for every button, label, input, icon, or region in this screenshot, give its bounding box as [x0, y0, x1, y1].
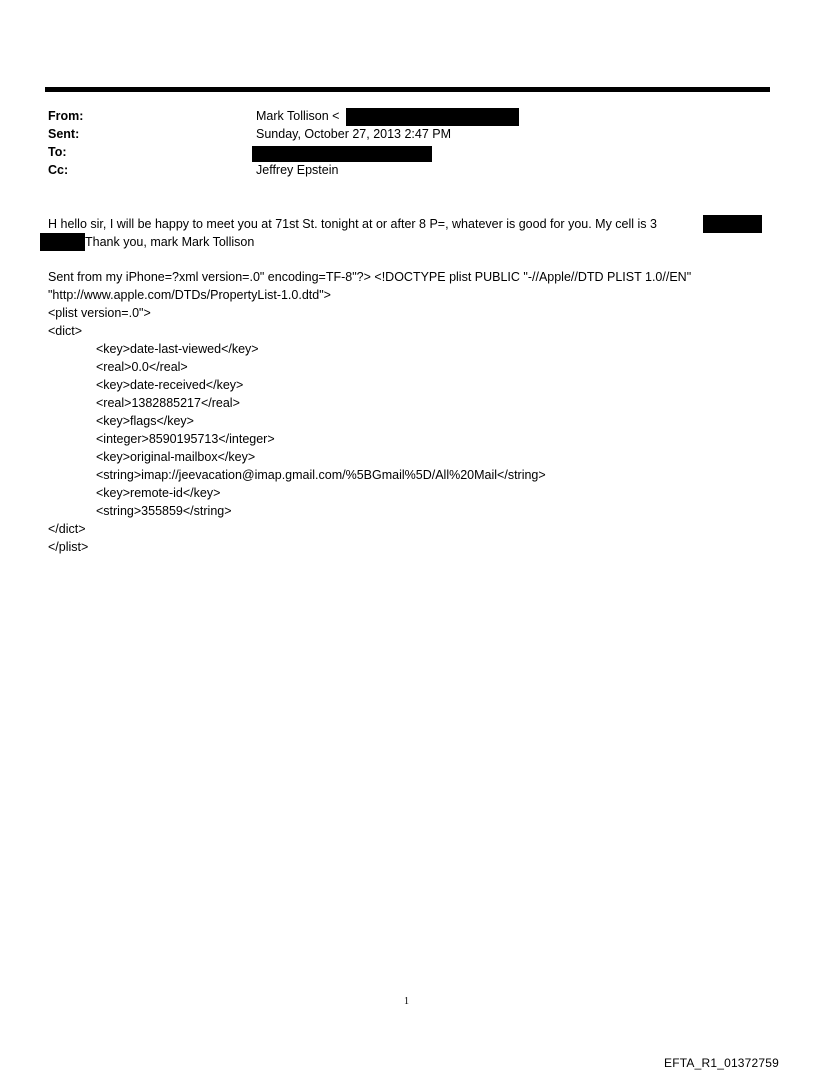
- plist-entry: <real>0.0</real>: [96, 360, 188, 374]
- message-line-4: "http://www.apple.com/DTDs/PropertyList-1.0.dtd">: [48, 288, 331, 302]
- from-value: Mark Tollison <: [256, 109, 340, 123]
- plist-entry: <key>flags</key>: [96, 414, 194, 428]
- message-line-5: <plist version=.0">: [48, 306, 151, 320]
- plist-entry: <string>imap://jeevacation@imap.gmail.com/%5BGmail%5D/All%20Mail</string>: [96, 468, 546, 482]
- redaction-from-email: [346, 108, 519, 126]
- from-label: From:: [48, 109, 84, 123]
- redaction-cell-number-b: [40, 233, 85, 251]
- plist-entry: <real>1382885217</real>: [96, 396, 240, 410]
- plist-entry: <key>remote-id</key>: [96, 486, 221, 500]
- sent-label: Sent:: [48, 127, 80, 141]
- plist-close-dict: </dict>: [48, 522, 86, 536]
- document-id: EFTA_R1_01372759: [664, 1056, 780, 1070]
- redaction-to-recipient: [252, 146, 432, 162]
- plist-entry: <key>original-mailbox</key>: [96, 450, 256, 464]
- to-label: To:: [48, 145, 67, 159]
- sent-value: Sunday, October 27, 2013 2:47 PM: [256, 127, 452, 141]
- cc-value: Jeffrey Epstein: [256, 163, 339, 177]
- plist-entry: <string>355859</string>: [96, 504, 232, 518]
- message-line-2: Thank you, mark Mark Tollison: [85, 235, 255, 249]
- plist-entry: <key>date-last-viewed</key>: [96, 342, 259, 356]
- redaction-cell-number-a: [703, 215, 762, 233]
- header-rule: [45, 87, 770, 92]
- message-line-1: H hello sir, I will be happy to meet you at 71st St. tonight at or after 8 P=, whatever is good for you. My cell is 3: [48, 217, 657, 231]
- cc-label: Cc:: [48, 163, 69, 177]
- plist-close-plist: </plist>: [48, 540, 89, 554]
- plist-entry: <integer>8590195713</integer>: [96, 432, 275, 446]
- message-line-3: Sent from my iPhone=?xml version=.0" encoding=TF-8"?> <!DOCTYPE plist PUBLIC "-//Apple//DTD PLIST 1.0//EN": [48, 270, 692, 284]
- page-number: 1: [404, 996, 409, 1007]
- message-line-6: <dict>: [48, 324, 83, 338]
- plist-entry: <key>date-received</key>: [96, 378, 244, 392]
